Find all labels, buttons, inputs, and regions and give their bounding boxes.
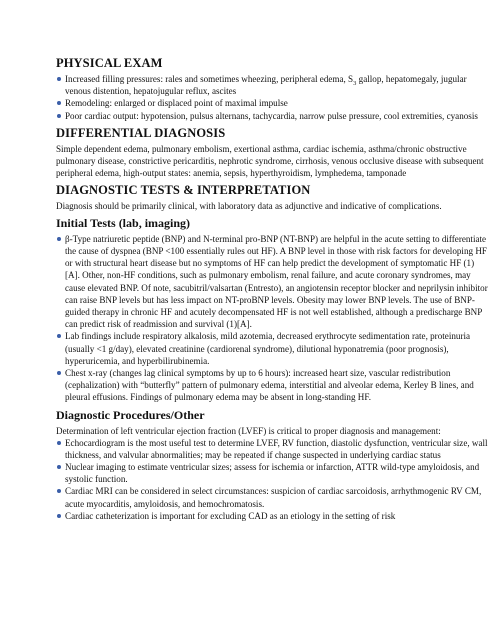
list-item: Chest x-ray (changes lag clinical symptoms by up to 6 hours): increased heart size, vascular redistribution (cephalization) with “butterfly” pattern of pulmonary edema, interstitial and alveolar edema, Kerley B lines, and pleural effusions. Findings of pulmonary edema may be absent in long-standing HF.: [56, 367, 488, 404]
bullet-icon: [57, 441, 61, 445]
bullet-icon: [57, 465, 61, 469]
list-item: Cardiac catheterization is important for excluding CAD as an etiology in the setting of risk: [56, 510, 488, 522]
initial-tests-list: [56, 233, 488, 404]
procedures-heading: Diagnostic Procedures/Other: [56, 407, 205, 422]
list-item: Lab findings include respiratory alkalosis, mild azotemia, decreased erythrocyte sedimentation rate, proteinuria (usually <1 g/day), elevated creatinine (cardiorenal syndrome), dilutional hyponatremia (poor prognosis), hyperuricemia, and hyperbilirubinemia.: [56, 330, 488, 367]
bullet-icon: [57, 371, 61, 375]
initial-tests-heading: Initial Tests (lab, imaging): [56, 215, 191, 230]
physical-exam-heading: PHYSICAL EXAM: [56, 56, 163, 70]
differential-diagnosis-heading: DIFFERENTIAL DIAGNOSIS: [56, 125, 226, 140]
bullet-icon: [57, 101, 61, 105]
procedures-list: [56, 437, 488, 522]
bullet-icon: [57, 334, 61, 338]
list-item: Cardiac MRI can be considered in select circumstances: suspicion of cardiac sarcoidosis, arrhythmogenic RV CM, acute myocarditis, amyloidosis, and hemochromatosis.: [56, 485, 488, 509]
physical-exam-list: [56, 73, 488, 122]
diagnostic-tests-text: Diagnosis should be primarily clinical, with laboratory data as adjunctive and indicative of complications.: [56, 200, 442, 211]
bullet-icon: [57, 489, 61, 493]
list-item: Nuclear imaging to estimate ventricular sizes; assess for ischemia or infarction, ATTR wild-type amyloidosis, and systolic function.: [56, 461, 488, 485]
diagnostic-tests-heading: DIAGNOSTIC TESTS & INTERPRETATION: [56, 182, 311, 197]
list-item: Increased filling pressures: rales and sometimes wheezing, peripheral edema, $S_3$ gallop, hepatomegaly, jugular venous distention, hepatojugular reflux, ascites: [56, 73, 488, 97]
differential-diagnosis-text: Simple dependent edema, pulmonary embolism, exertional asthma, cardiac ischemia, asthma/chronic obstructive pulmonary disease, constrictive pericarditis, nephrotic syndrome, cirrhosis, venous occlusive disease with subsequent peripheral edema, high-output states: anemia, sepsis, hyperthyroidism, lymphedema, tamponade: [56, 143, 484, 178]
bullet-icon: [57, 237, 61, 241]
list-item: Poor cardiac output: hypotension, pulsus alternans, tachycardia, narrow pulse pressure, cool extremities, cyanosis: [56, 110, 488, 122]
document-content: [56, 56, 488, 522]
bullet-icon: [57, 514, 61, 518]
bullet-icon: [57, 77, 61, 81]
bullet-icon: [57, 114, 61, 118]
procedures-intro: Determination of left ventricular ejection fraction (LVEF) is critical to proper diagnosis and management:: [56, 425, 441, 436]
list-item: Remodeling: enlarged or displaced point of maximal impulse: [56, 97, 488, 109]
list-item: Echocardiogram is the most useful test to determine LVEF, RV function, diastolic dysfunction, ventricular size, wall thickness, and valvular abnormalities; may be repeated if change suspected in underlying cardiac status: [56, 437, 488, 461]
list-item: β-Type natriuretic peptide (BNP) and N-terminal pro-BNP (NT-BNP) are helpful in the acute setting to differentiate the cause of dyspnea (BNP <100 essentially rules out HF). A BNP level in those with risk factors for developing HF or with structural heart disease but no symptoms of HF can help predict the development of symptomatic HF (1)[A]. Other, non-HF conditions, such as pulmonary embolism, renal failure, and acute coronary syndromes, may cause elevated BNP. Of note, sacubitril/valsartan (Entresto), an angiotensin receptor blocker and neprilysin inhibitor can raise BNP levels but has less impact on NT-proBNP levels. Obesity may lower BNP levels. The use of BNP-guided therapy in chronic HF and acutely decompensated HF is not well established, although a predischarge BNP can predict risk of readmission and survival (1)[A].: [56, 233, 488, 331]
